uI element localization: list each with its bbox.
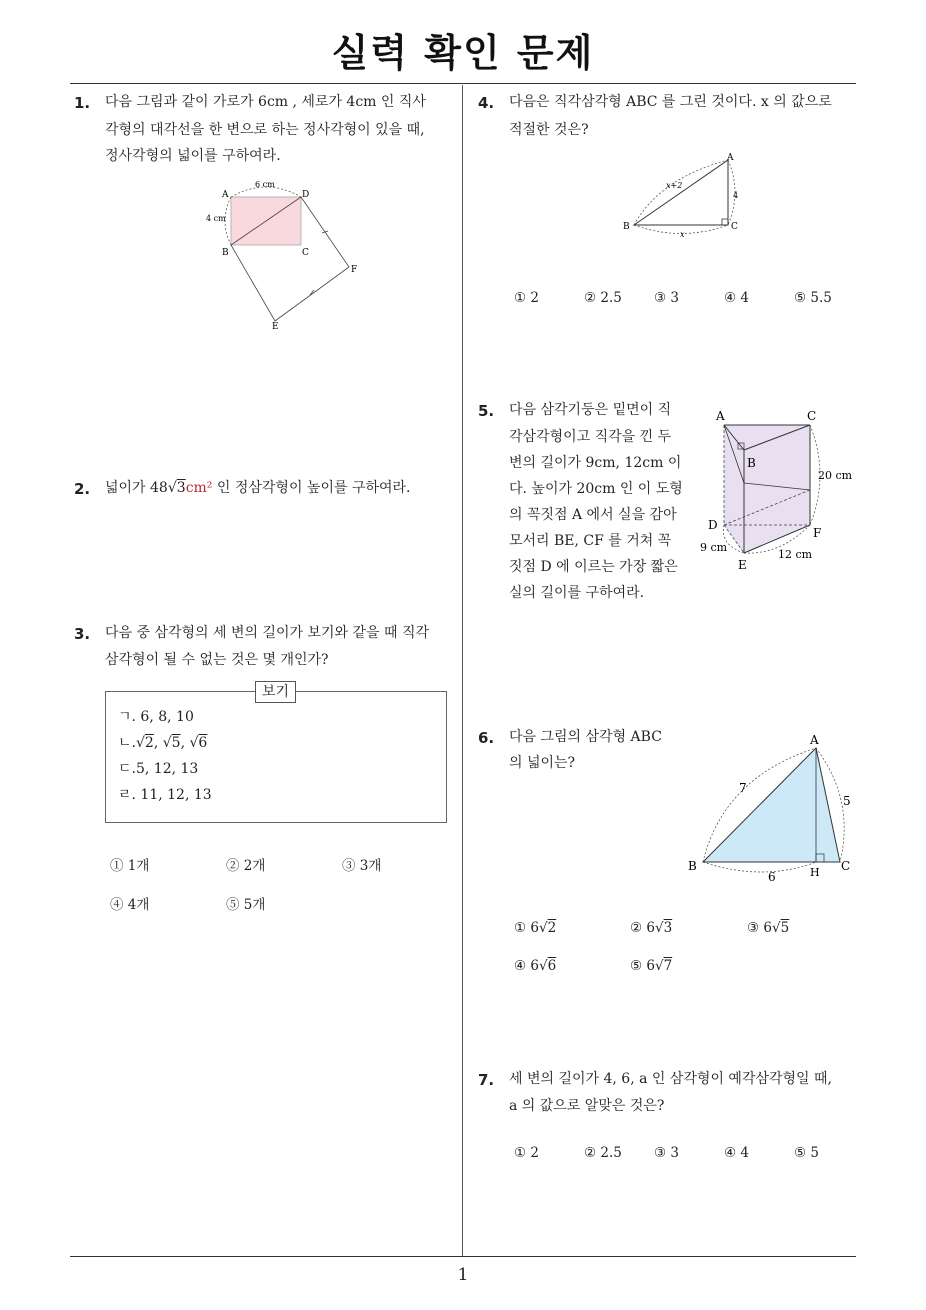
q4-label-base: x — [680, 230, 685, 239]
q1-label-left: 4 cm — [206, 214, 226, 223]
q6-label-a: A — [810, 733, 819, 747]
q2-text — [105, 474, 410, 503]
q5-label-f: F — [813, 526, 822, 540]
q5-line: 모서리 BE, CF 를 거쳐 꼭 — [509, 533, 672, 549]
q6-choice[interactable]: ③ 6√5 — [747, 920, 790, 936]
bogi-item: ㄴ.√2, √5, √6 — [118, 735, 208, 751]
q2-pre: 넓이가 48 — [105, 480, 168, 496]
q6-label-b: B — [688, 859, 697, 873]
bogi-item: ㄹ. 11, 12, 13 — [118, 787, 212, 803]
q3-choice[interactable]: ⑤ 5개 — [226, 897, 266, 913]
q7-line: a 의 값으로 알맞은 것은? — [509, 1098, 665, 1114]
q2-unit: cm² — [185, 480, 213, 496]
q4-label-c: C — [731, 222, 738, 232]
bogi-item: ㄱ. 6, 8, 10 — [118, 709, 194, 725]
q3-line: 삼각형이 될 수 없는 것은 몇 개인가? — [105, 652, 329, 668]
q7-choice[interactable]: ② 2.5 — [584, 1145, 622, 1161]
q1-label-c: C — [302, 248, 309, 258]
q5-line: 실의 길이를 구하여라. — [509, 585, 645, 601]
q1-line: 정사각형의 넓이를 구하여라. — [105, 148, 281, 164]
q6-triangle — [703, 748, 840, 862]
q4-figure — [620, 150, 750, 240]
q5-line: 의 꼭짓점 A 에서 실을 감아 — [509, 507, 677, 523]
q5-label-e: E — [738, 558, 747, 572]
q1-line: 다음 그림과 같이 가로가 6cm , 세로가 4cm 인 직사 — [105, 94, 426, 110]
q4-choice[interactable]: ② 2.5 — [584, 290, 622, 306]
q7-choice[interactable]: ⑤ 5 — [794, 1145, 819, 1161]
q5-line: 짓점 D 에 이르는 가장 짧은 — [509, 559, 678, 575]
q1-number: 1. — [74, 94, 91, 112]
q5-label-side-a: 9 cm — [700, 541, 728, 554]
q1-label-d: D — [302, 190, 310, 200]
q6-label-ab: 7 — [739, 781, 747, 795]
q4-label-side: 4 — [733, 191, 739, 200]
q6-choice[interactable]: ① 6√2 — [514, 920, 557, 936]
q5-label-c: C — [807, 409, 817, 423]
q3-choice[interactable]: ② 2개 — [226, 858, 266, 874]
q5-line: 다음 삼각기둥은 밑면이 직 — [509, 402, 672, 418]
q5-line: 변의 길이가 9cm, 12cm 이 — [509, 455, 682, 471]
q2-post: 인 정삼각형이 높이를 구하여라. — [212, 480, 411, 496]
q5-line: 다. 높이가 20cm 인 이 도형 — [509, 481, 683, 497]
q5-figure — [700, 405, 865, 575]
q5-label-d: D — [708, 518, 718, 532]
q4-choice[interactable]: ③ 3 — [654, 290, 679, 306]
column-divider — [462, 85, 463, 1257]
q5-label-height: 20 cm — [818, 469, 853, 482]
q6-choice[interactable]: ⑤ 6√7 — [630, 958, 673, 974]
q3-choice[interactable]: ① 1개 — [110, 858, 150, 874]
q4-line: 적절한 것은? — [509, 122, 589, 138]
q7-line: 세 변의 길이가 4, 6, a 인 삼각형이 예각삼각형일 때, — [509, 1071, 832, 1087]
q4-triangle — [634, 160, 728, 225]
q3-choice[interactable]: ③ 3개 — [342, 858, 382, 874]
q7-number: 7. — [478, 1071, 495, 1089]
bogi-item: ㄷ.5, 12, 13 — [118, 761, 199, 777]
q4-choice[interactable]: ① 2 — [514, 290, 539, 306]
q4-label-b: B — [623, 222, 630, 232]
top-rule — [70, 83, 856, 84]
q4-number: 4. — [478, 94, 495, 112]
q6-label-c: C — [841, 859, 851, 873]
q6-arc-bh — [703, 862, 816, 872]
q6-label-bc: 6 — [768, 870, 776, 884]
q1-label-e: E — [272, 322, 279, 332]
q5-label-a: A — [716, 409, 725, 423]
q1-left-arc — [225, 197, 231, 245]
q6-line: 다음 그림의 삼각형 ABC — [509, 729, 662, 745]
bogi-title: 보기 — [255, 681, 296, 703]
q6-label-h: H — [810, 866, 820, 879]
q6-line: 의 넓이는? — [509, 755, 576, 771]
q1-label-b: B — [222, 248, 229, 258]
q3-number: 3. — [74, 625, 91, 643]
q1-label-f: F — [351, 265, 358, 275]
q4-label-a: A — [727, 153, 734, 163]
q4-choice[interactable]: ⑤ 5.5 — [794, 290, 832, 306]
q4-label-hyp: x+2 — [666, 181, 683, 190]
q5-number: 5. — [478, 402, 495, 420]
page-number: 1 — [457, 1265, 469, 1285]
q7-choice[interactable]: ① 2 — [514, 1145, 539, 1161]
q6-number: 6. — [478, 729, 495, 747]
q7-choice[interactable]: ④ 4 — [724, 1145, 749, 1161]
q1-label-top: 6 cm — [255, 180, 275, 189]
q1-line: 각형의 대각선을 한 변으로 하는 정사각형이 있을 때, — [105, 122, 425, 138]
q3-choice[interactable]: ④ 4개 — [110, 897, 150, 913]
q4-choice[interactable]: ④ 4 — [724, 290, 749, 306]
q6-figure — [683, 730, 863, 885]
page-title: 실력 확인 문제 — [331, 31, 595, 75]
q3-line: 다음 중 삼각형의 세 변의 길이가 보기와 같을 때 직각 — [105, 625, 430, 641]
q6-choice[interactable]: ④ 6√6 — [514, 958, 557, 974]
q5-label-b: B — [747, 456, 756, 470]
q5-label-side-b: 12 cm — [778, 548, 813, 561]
q4-line: 다음은 직각삼각형 ABC 를 그린 것이다. x 의 값으로 — [509, 94, 832, 110]
q2-number: 2. — [74, 480, 91, 498]
q6-choice[interactable]: ② 6√3 — [630, 920, 673, 936]
q7-choice[interactable]: ③ 3 — [654, 1145, 679, 1161]
q5-line: 각삼각형이고 직각을 낀 두 — [509, 429, 672, 445]
q6-label-ac: 5 — [843, 794, 851, 808]
q1-label-a: A — [222, 190, 229, 200]
bottom-rule — [70, 1256, 856, 1257]
q2-sqrt: √3 — [167, 480, 186, 496]
q4-right-angle — [722, 219, 728, 225]
q1-figure — [195, 175, 375, 335]
